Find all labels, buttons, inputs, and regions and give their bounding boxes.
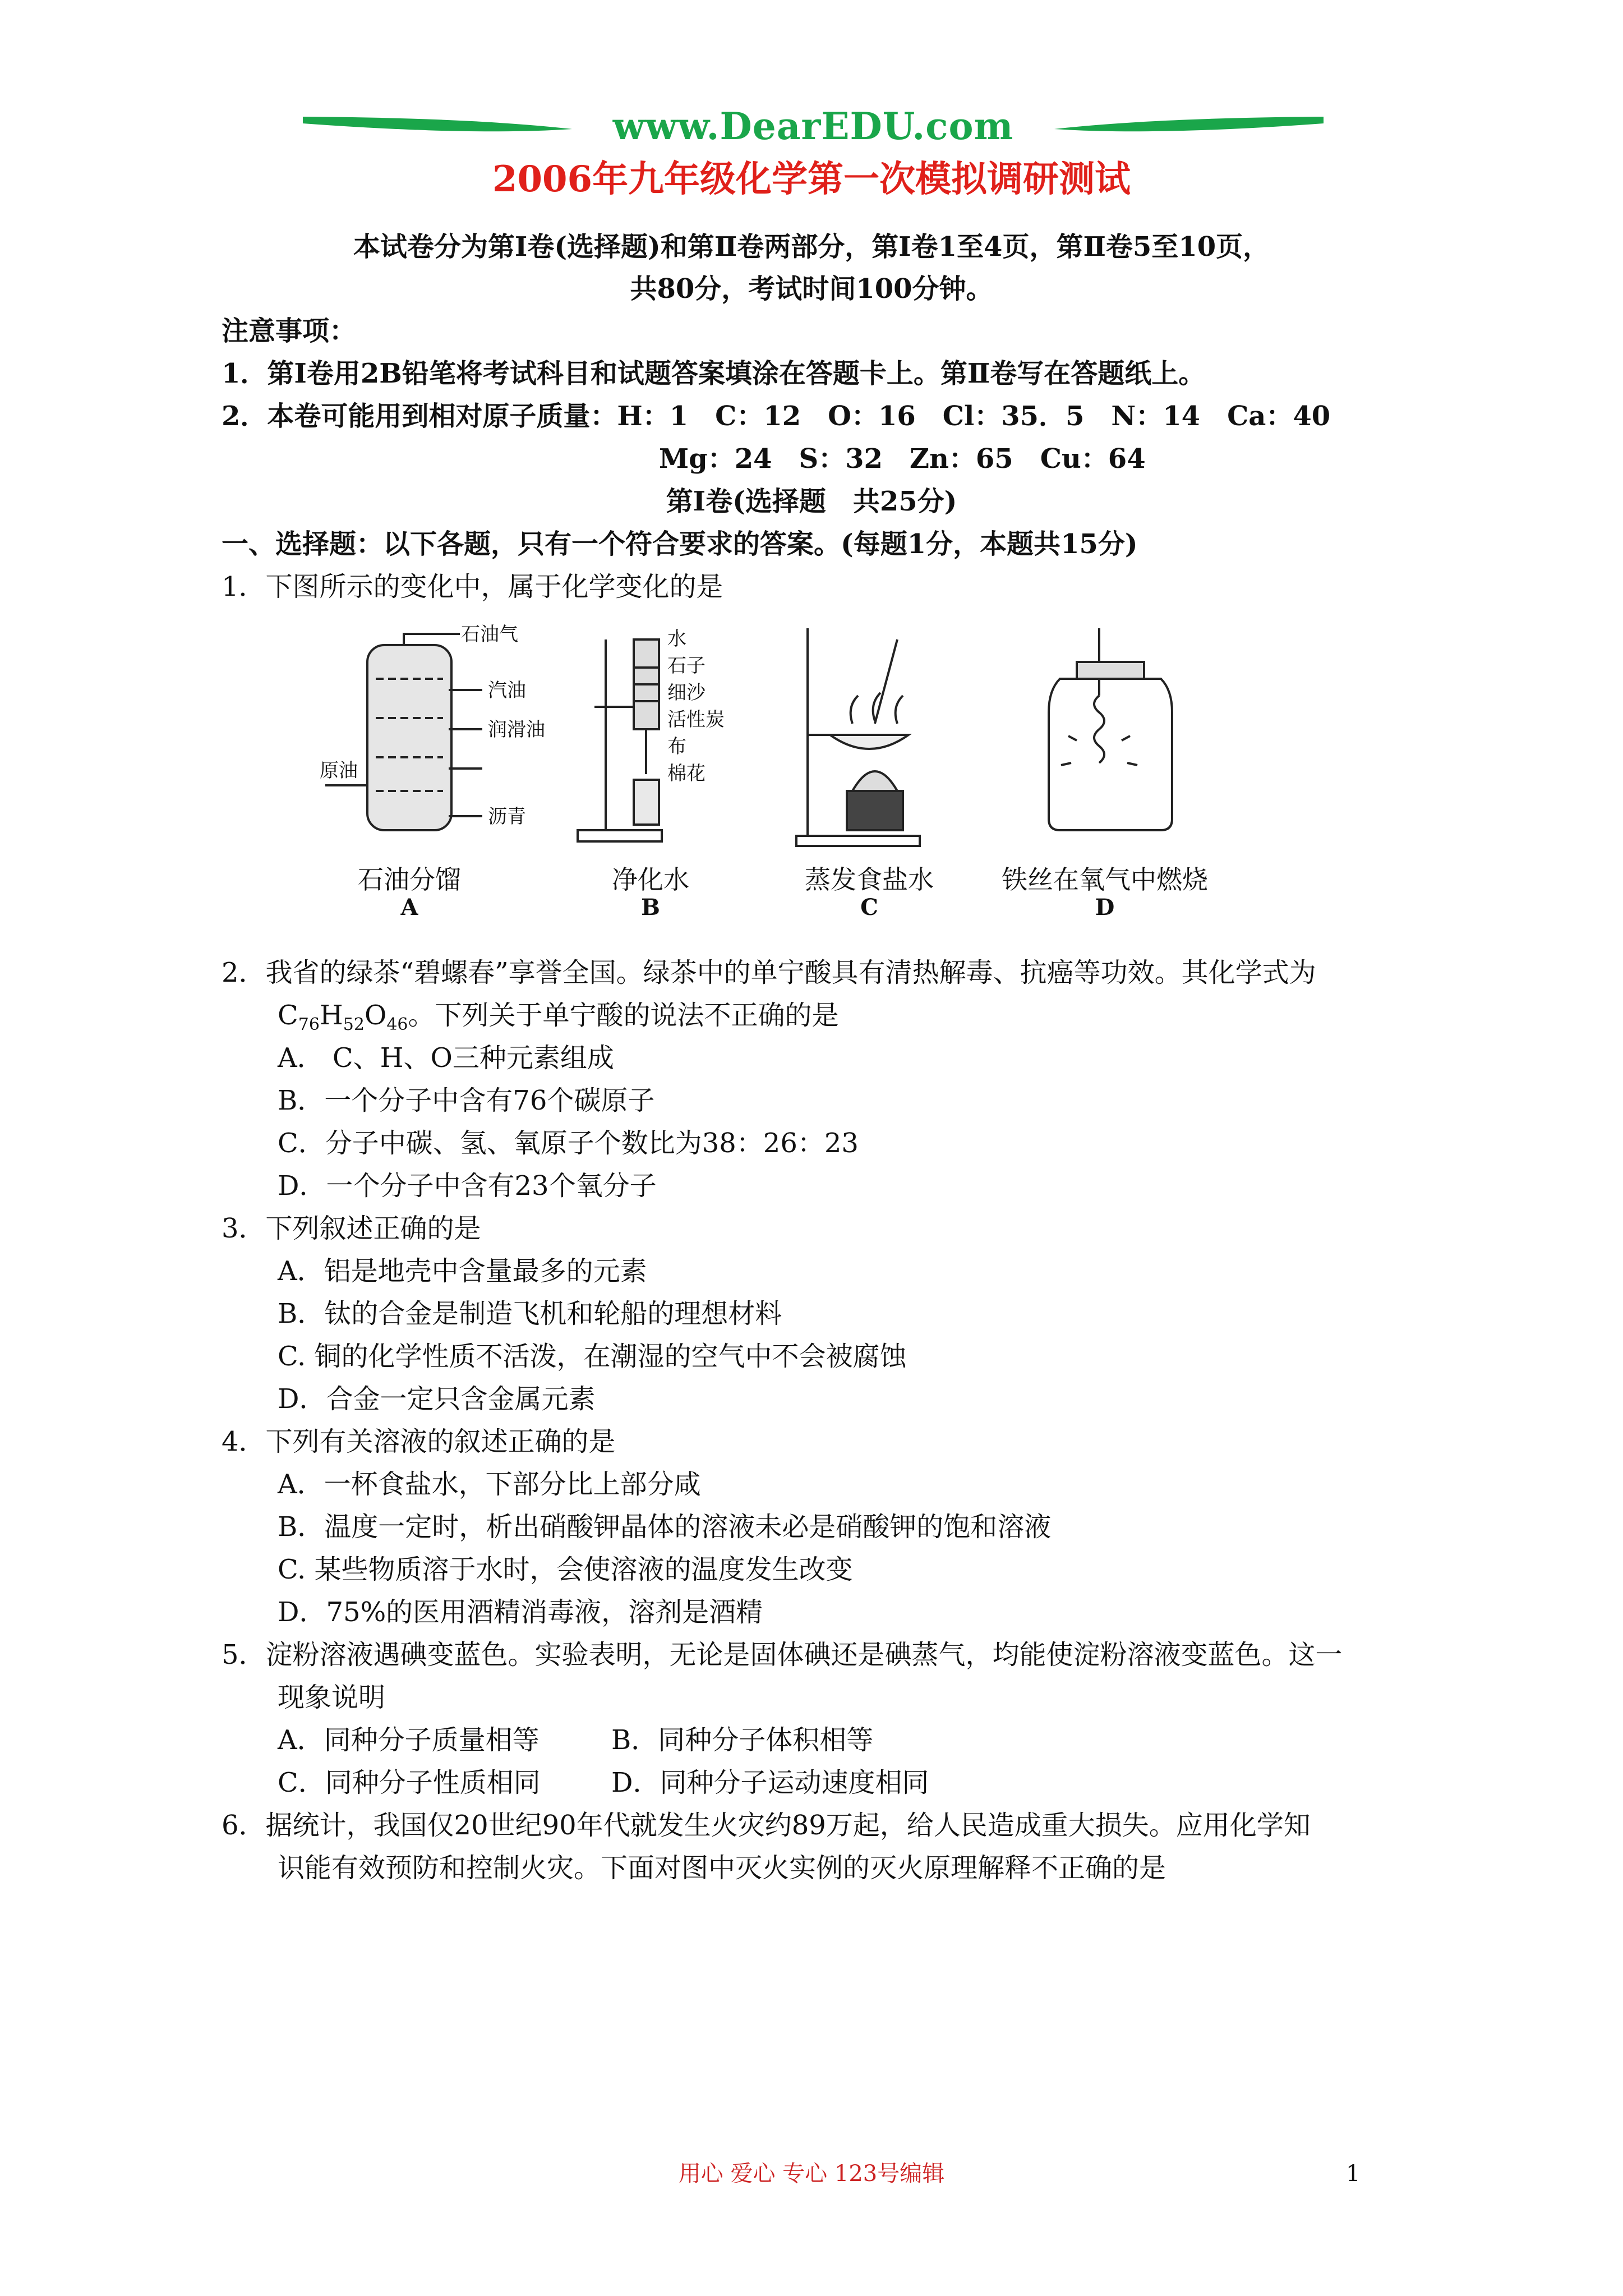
figure-d-caption: 铁丝在氧气中燃烧	[1002, 864, 1208, 895]
figure-c-caption: 蒸发食盐水	[805, 864, 934, 895]
q3-option-b: B．钛的合金是制造飞机和轮船的理想材料	[278, 1298, 782, 1329]
label-water: 水	[667, 628, 686, 650]
q3-stem: 3．下列叙述正确的是	[222, 1213, 481, 1244]
label-asphalt: 沥青	[488, 806, 526, 828]
formula-oxygen-count: 46	[386, 1015, 408, 1034]
page-number: 1	[1346, 2161, 1361, 2187]
part1-heading: 一、选择题：以下各题，只有一个符合要求的答案。(每题1分，本题共15分)	[222, 528, 1138, 560]
q1-stem: 1．下图所示的变化中，属于化学变化的是	[222, 571, 723, 602]
q3-option-c: C. 铜的化学性质不活泼，在潮湿的空气中不会被腐蚀	[278, 1341, 907, 1372]
formula-carbon-count: 76	[298, 1015, 320, 1034]
label-sand: 细沙	[667, 682, 706, 704]
q4-option-b: B．温度一定时，析出硝酸钾晶体的溶液未必是硝酸钾的饱和溶液	[278, 1511, 1052, 1543]
label-cloth: 布	[667, 735, 686, 758]
figure-b-caption: 净化水	[612, 864, 689, 895]
q5-option-b: B．同种分子体积相等	[611, 1724, 874, 1756]
label-gasoline: 汽油	[488, 679, 526, 702]
q4-option-c: C. 某些物质溶于水时，会使溶液的温度发生改变	[278, 1554, 853, 1585]
label-lubricant: 润滑油	[488, 719, 545, 741]
fractionating-tower-diagram	[325, 634, 482, 830]
q2-option-a: A． C、H、O三种元素组成	[278, 1042, 614, 1074]
intro-line-1: 本试卷分为第Ⅰ卷(选择题)和第Ⅱ卷两部分，第Ⅰ卷1至4页，第Ⅱ卷5至10页，	[353, 231, 1270, 263]
formula-carbon: C	[278, 1000, 298, 1031]
iron-wire-combustion-diagram	[1049, 628, 1172, 830]
q6-stem: 6．据统计，我国仅20世纪90年代就发生火灾约89万起，给人民造成重大损失。应用化学知	[222, 1810, 1311, 1841]
figure-d-letter: D	[1095, 894, 1115, 921]
q3-option-a: A．铝是地壳中含量最多的元素	[278, 1255, 647, 1287]
q5-option-c: C．同种分子性质相同	[278, 1767, 541, 1798]
notes-heading: 注意事项：	[222, 315, 357, 347]
q2-stem-end: 。下列关于单宁酸的说法不正确的是	[408, 1000, 839, 1031]
q5-option-d: D．同种分子运动速度相同	[611, 1767, 929, 1798]
label-crude-oil: 原油	[320, 760, 358, 782]
note-item-2: 2．本卷可能用到相对原子质量：H：1 C：12 O：16 Cl：35．5 N：14 Ca：40	[222, 401, 1331, 432]
q5-stem-cont: 现象说明	[278, 1682, 386, 1713]
figure-a-caption: 石油分馏	[358, 864, 461, 895]
banner-url[interactable]: www.DearEDU.com	[612, 104, 1014, 148]
page-title: 2006年九年级化学第一次模拟调研测试	[492, 158, 1131, 200]
label-charcoal: 活性炭	[667, 708, 725, 731]
q5-stem: 5．淀粉溶液遇碘变蓝色。实验表明，无论是固体碘还是碘蒸气，均能使淀粉溶液变蓝色。这一	[222, 1639, 1343, 1671]
q6-stem-cont: 识能有效预防和控制火灾。下面对图中灭火实例的灭火原理解释不正确的是	[278, 1852, 1166, 1884]
q2-option-b: B．一个分子中含有76个碳原子	[278, 1085, 655, 1116]
q2-stem: 2．我省的绿茶“碧螺春”享誉全国。绿茶中的单宁酸具有清热解毒、抗癌等功效。其化学式为	[222, 957, 1316, 988]
note-item-1: 1．第Ⅰ卷用2B铅笔将考试科目和试题答案填涂在答题卡上。第Ⅱ卷写在答题纸上。	[222, 358, 1206, 389]
q2-option-d: D．一个分子中含有23个氧分子	[278, 1170, 657, 1202]
q3-option-d: D．合金一定只含金属元素	[278, 1383, 596, 1415]
note-item-2-cont: Mg：24 S：32 Zn：65 Cu：64	[659, 443, 1146, 475]
figure-a-letter: A	[400, 894, 418, 921]
section-title: 第Ⅰ卷(选择题 共25分)	[666, 486, 957, 517]
figure-c-letter: C	[860, 894, 878, 921]
q2-stem-cont	[278, 999, 839, 1042]
q4-option-a: A．一杯食盐水，下部分比上部分咸	[278, 1469, 701, 1500]
formula-oxygen: O	[364, 1000, 387, 1031]
figure-b-letter: B	[641, 894, 660, 921]
formula-hydrogen: H	[319, 1000, 343, 1031]
page-footer: 用心 爱心 专心 123号编辑	[678, 2161, 945, 2187]
water-filter-diagram	[578, 639, 662, 841]
q2-option-c: C．分子中碳、氢、氧原子个数比为38：26：23	[278, 1128, 859, 1159]
q4-option-d: D．75%的医用酒精消毒液，溶剂是酒精	[278, 1596, 763, 1628]
label-petroleum-gas: 石油气	[461, 623, 518, 646]
evaporation-diagram	[796, 628, 920, 846]
q1-figures	[314, 623, 1245, 858]
q4-stem: 4．下列有关溶液的叙述正确的是	[222, 1426, 616, 1457]
label-stones: 石子	[667, 655, 706, 677]
formula-hydrogen-count: 52	[343, 1015, 365, 1034]
q5-option-a: A．同种分子质量相等	[278, 1724, 540, 1756]
label-cotton: 棉花	[667, 762, 706, 785]
site-banner	[303, 101, 1324, 151]
intro-line-2: 共80分，考试时间100分钟。	[630, 273, 993, 305]
